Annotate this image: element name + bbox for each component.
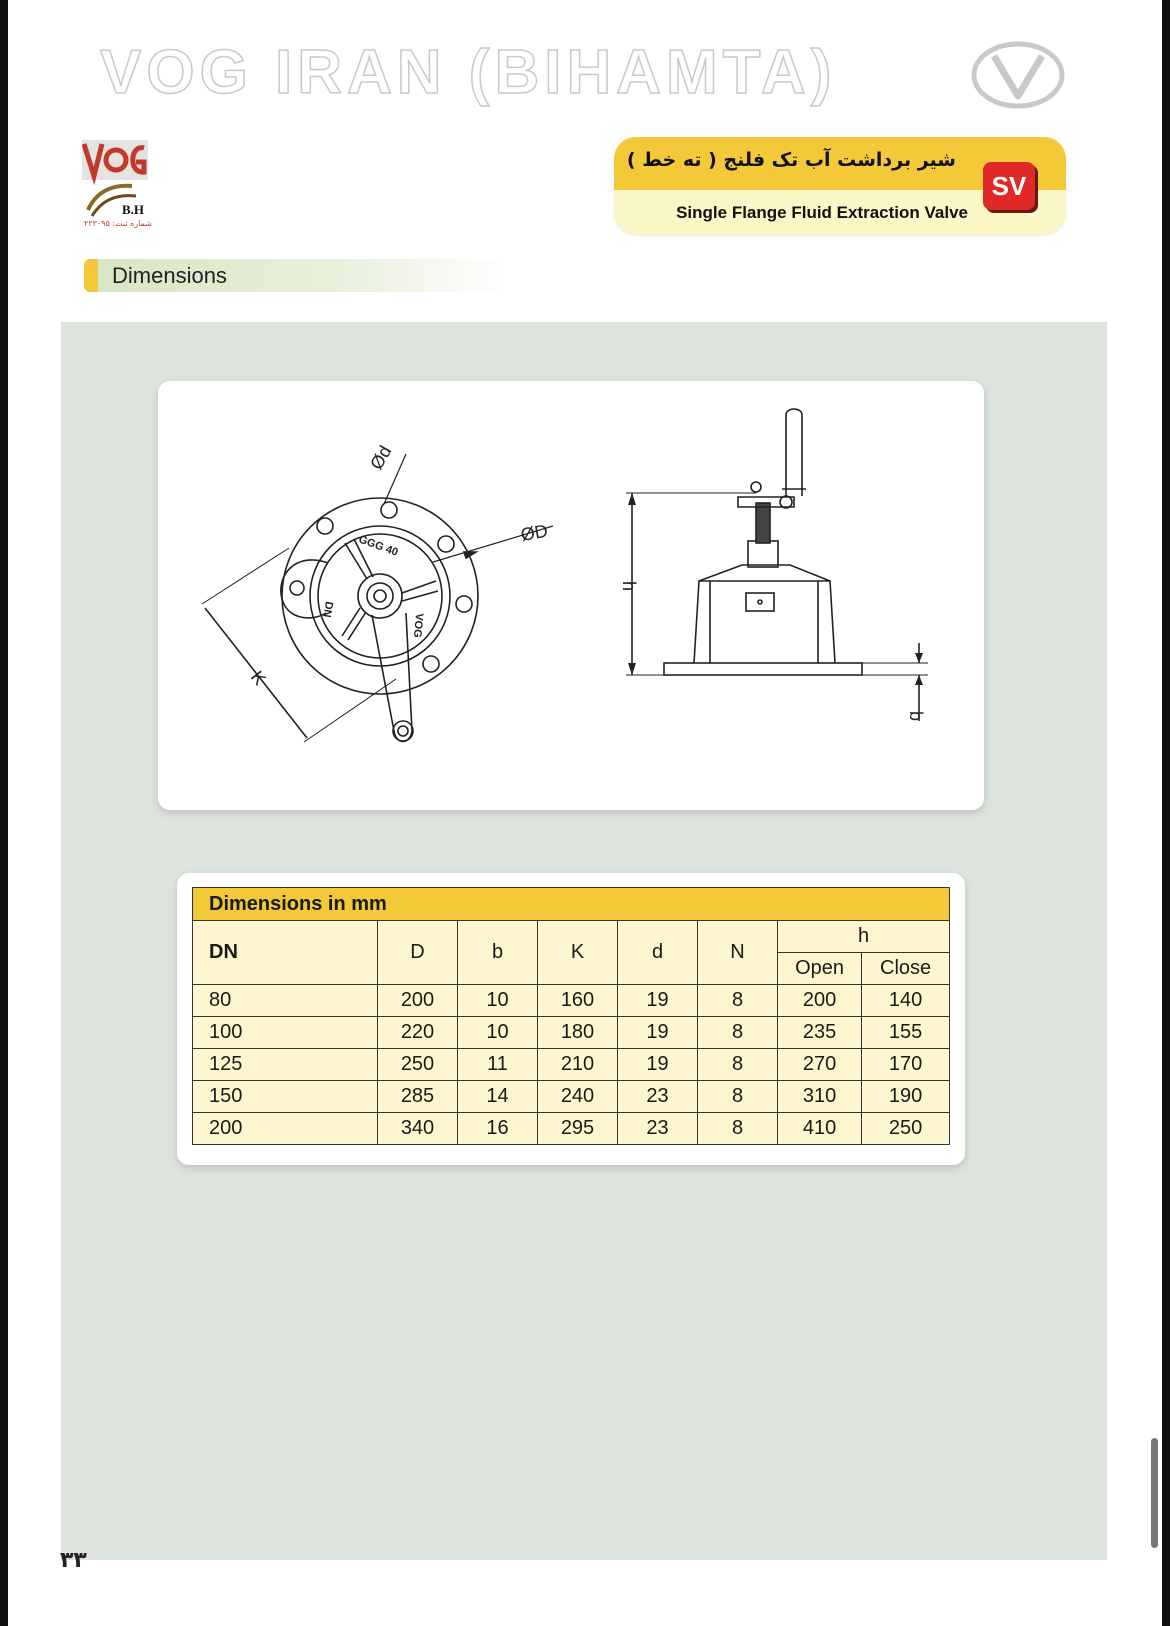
cell-dn: 150 — [193, 1081, 378, 1113]
cell-D: 285 — [378, 1081, 458, 1113]
technical-drawing-card — [158, 381, 984, 810]
cell-d: 19 — [618, 1017, 698, 1049]
scrollbar-thumb[interactable] — [1151, 1438, 1158, 1548]
label-pitch: K — [246, 667, 271, 689]
cell-D: 340 — [378, 1113, 458, 1145]
cell-b: 10 — [458, 1017, 538, 1049]
vog-brand-icon — [970, 40, 1066, 110]
flange-outline — [282, 498, 478, 694]
cell-dn: 100 — [193, 1017, 378, 1049]
cell-d: 19 — [618, 985, 698, 1017]
cell-d: 23 — [618, 1081, 698, 1113]
header-b: b — [458, 921, 538, 985]
dimensions-table — [192, 887, 950, 1145]
header-K: K — [538, 921, 618, 985]
registration-number: شماره ثبت: ۲۲۳۰۹۵ — [84, 219, 152, 228]
cell-K: 210 — [538, 1049, 618, 1081]
right-page-edge — [1162, 0, 1170, 1626]
logo-text: B.H — [122, 202, 145, 217]
table-row — [193, 1113, 950, 1145]
base-flange — [664, 663, 862, 675]
header-d: d — [618, 921, 698, 985]
cell-D: 250 — [378, 1049, 458, 1081]
cell-K: 160 — [538, 985, 618, 1017]
cell-b: 14 — [458, 1081, 538, 1113]
table-row — [193, 1017, 950, 1049]
brand-watermark: VOG IRAN (BIHAMTA) — [100, 38, 837, 107]
cell-K: 240 — [538, 1081, 618, 1113]
cell-N: 8 — [698, 985, 778, 1017]
cell-N: 8 — [698, 1113, 778, 1145]
brand-mark: VOG — [410, 612, 425, 639]
table-row — [193, 985, 950, 1017]
header-close: Close — [862, 953, 950, 985]
cell-b: 10 — [458, 985, 538, 1017]
cell-dn: 125 — [193, 1049, 378, 1081]
cell-d: 23 — [618, 1113, 698, 1145]
label-small-hole: Ød — [366, 442, 396, 473]
left-page-edge — [0, 0, 8, 1626]
cell-N: 8 — [698, 1049, 778, 1081]
cell-h-open: 200 — [778, 985, 862, 1017]
cell-D: 200 — [378, 985, 458, 1017]
cell-h-close: 155 — [862, 1017, 950, 1049]
cell-h-close: 250 — [862, 1113, 950, 1145]
table-row — [193, 1081, 950, 1113]
header-N: N — [698, 921, 778, 985]
header-D: D — [378, 921, 458, 985]
cell-h-close: 170 — [862, 1049, 950, 1081]
cell-D: 220 — [378, 1017, 458, 1049]
label-flange-thickness: b — [906, 711, 926, 722]
dimensions-table-card — [177, 873, 965, 1165]
cell-h-open: 310 — [778, 1081, 862, 1113]
cell-h-open: 410 — [778, 1113, 862, 1145]
header-h: h — [778, 921, 950, 953]
header-dn: DN — [193, 921, 378, 985]
cell-d: 19 — [618, 1049, 698, 1081]
table-caption: Dimensions in mm — [193, 888, 950, 921]
product-code-badge: SV — [983, 162, 1035, 210]
cell-N: 8 — [698, 1017, 778, 1049]
cell-h-close: 190 — [862, 1081, 950, 1113]
cell-K: 295 — [538, 1113, 618, 1145]
cell-N: 8 — [698, 1081, 778, 1113]
cell-h-close: 140 — [862, 985, 950, 1017]
table-row — [193, 1049, 950, 1081]
cell-h-open: 235 — [778, 1017, 862, 1049]
title-english: Single Flange Fluid Extraction Valve — [676, 203, 968, 222]
label-height: h — [619, 581, 639, 592]
cell-b: 16 — [458, 1113, 538, 1145]
header-open: Open — [778, 953, 862, 985]
title-farsi: شیر برداشت آب تک فلنج ( ته خط ) — [626, 149, 956, 171]
size-mark: DN — [320, 600, 335, 619]
bolt-hole — [381, 502, 397, 518]
page-number: ۳۳ — [60, 1548, 87, 1573]
technical-drawing — [158, 381, 984, 810]
section-label — [84, 259, 508, 292]
cell-dn: 80 — [193, 985, 378, 1017]
cell-K: 180 — [538, 1017, 618, 1049]
cell-b: 11 — [458, 1049, 538, 1081]
cell-dn: 200 — [193, 1113, 378, 1145]
label-outer-diameter: ØD — [519, 520, 550, 545]
casting-mark: GGG 40 — [356, 533, 400, 559]
section-label-text: Dimensions — [112, 263, 227, 288]
cell-h-open: 270 — [778, 1049, 862, 1081]
